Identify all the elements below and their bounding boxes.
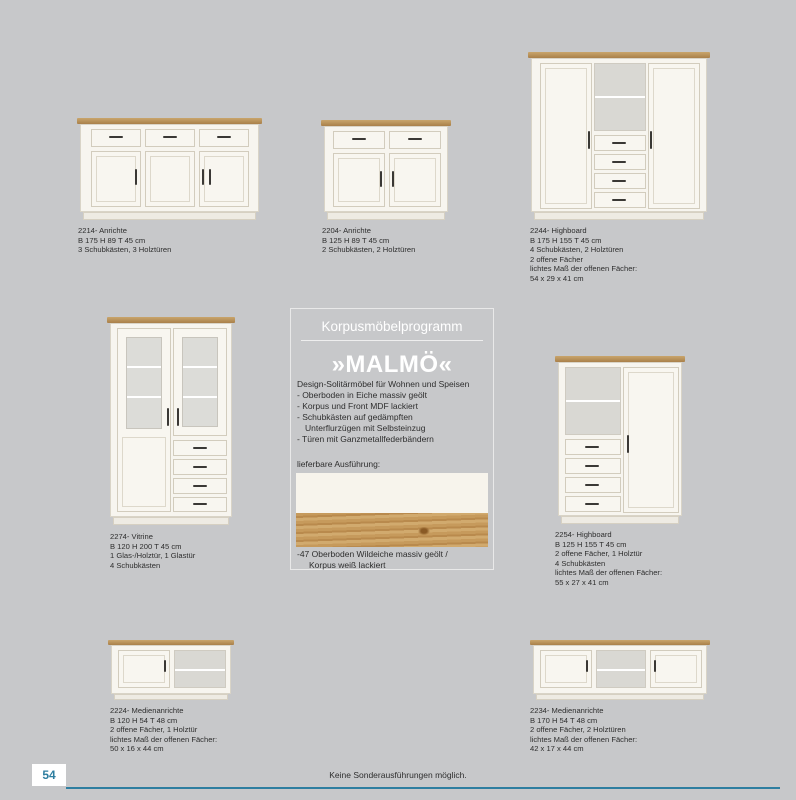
footer-note: Keine Sonderausführungen möglich. [329, 770, 467, 780]
footer-divider [66, 787, 780, 789]
caption-2204: 2204- Anrichte B 125 H 89 T 45 cm 2 Schubkästen, 2 Holztüren [322, 226, 416, 255]
page-number: 54 [32, 764, 66, 786]
product-image-2244 [528, 52, 710, 220]
caption-2274: 2274- Vitrine B 120 H 200 T 45 cm 1 Glas-/Holztür, 1 Glastür 4 Schubkästen [110, 532, 196, 570]
product-image-2254 [555, 356, 685, 524]
caption-2244: 2244- Highboard B 175 H 155 T 45 cm 4 Schubkästen, 2 Holztüren 2 offene Fächer lichtes Maß der offenen Fächer: 54 x 29 x 41 cm [530, 226, 638, 283]
product-image-2234 [530, 640, 710, 700]
program-description: Design-Solitärmöbel für Wohnen und Speisen - Oberboden in Eiche massiv geölt - Korpus und Front MDF lackiert - Schubkästen auf gedämpften Unterflurzügen mit Selbsteinzug - Türen mit Ganzmetallfederbändern [297, 379, 470, 444]
product-image-2214 [77, 118, 262, 220]
product-image-2204 [321, 120, 451, 220]
program-info-box [290, 308, 494, 570]
caption-2214: 2214- Anrichte B 175 H 89 T 45 cm 3 Schubkästen, 3 Holztüren [78, 226, 172, 255]
finish-description: -47 Oberboden Wildeiche massiv geölt / Korpus weiß lackiert [297, 549, 448, 570]
caption-2224: 2224- Medienanrichte B 120 H 54 T 48 cm 2 offene Fächer, 1 Holztür lichtes Maß der offenen Fächer: 50 x 16 x 44 cm [110, 706, 218, 754]
available-finish-label: lieferbare Ausführung: [297, 459, 381, 469]
program-brand: »MALMÖ« [331, 351, 453, 378]
wild-oak-swatch [296, 513, 488, 547]
caption-2234: 2234- Medienanrichte B 170 H 54 T 48 cm 2 offene Fächer, 2 Holztüren lichtes Maß der offenen Fächer: 42 x 17 x 44 cm [530, 706, 638, 754]
program-heading: Korpusmöbelprogramm [321, 319, 463, 334]
white-lacquer-swatch [296, 473, 488, 513]
product-image-2274 [107, 317, 235, 525]
product-image-2224 [108, 640, 234, 700]
caption-2254: 2254- Highboard B 125 H 155 T 45 cm 2 offene Fächer, 1 Holztür 4 Schubkästen lichtes Maß der offenen Fächer: 55 x 27 x 41 cm [555, 530, 663, 587]
